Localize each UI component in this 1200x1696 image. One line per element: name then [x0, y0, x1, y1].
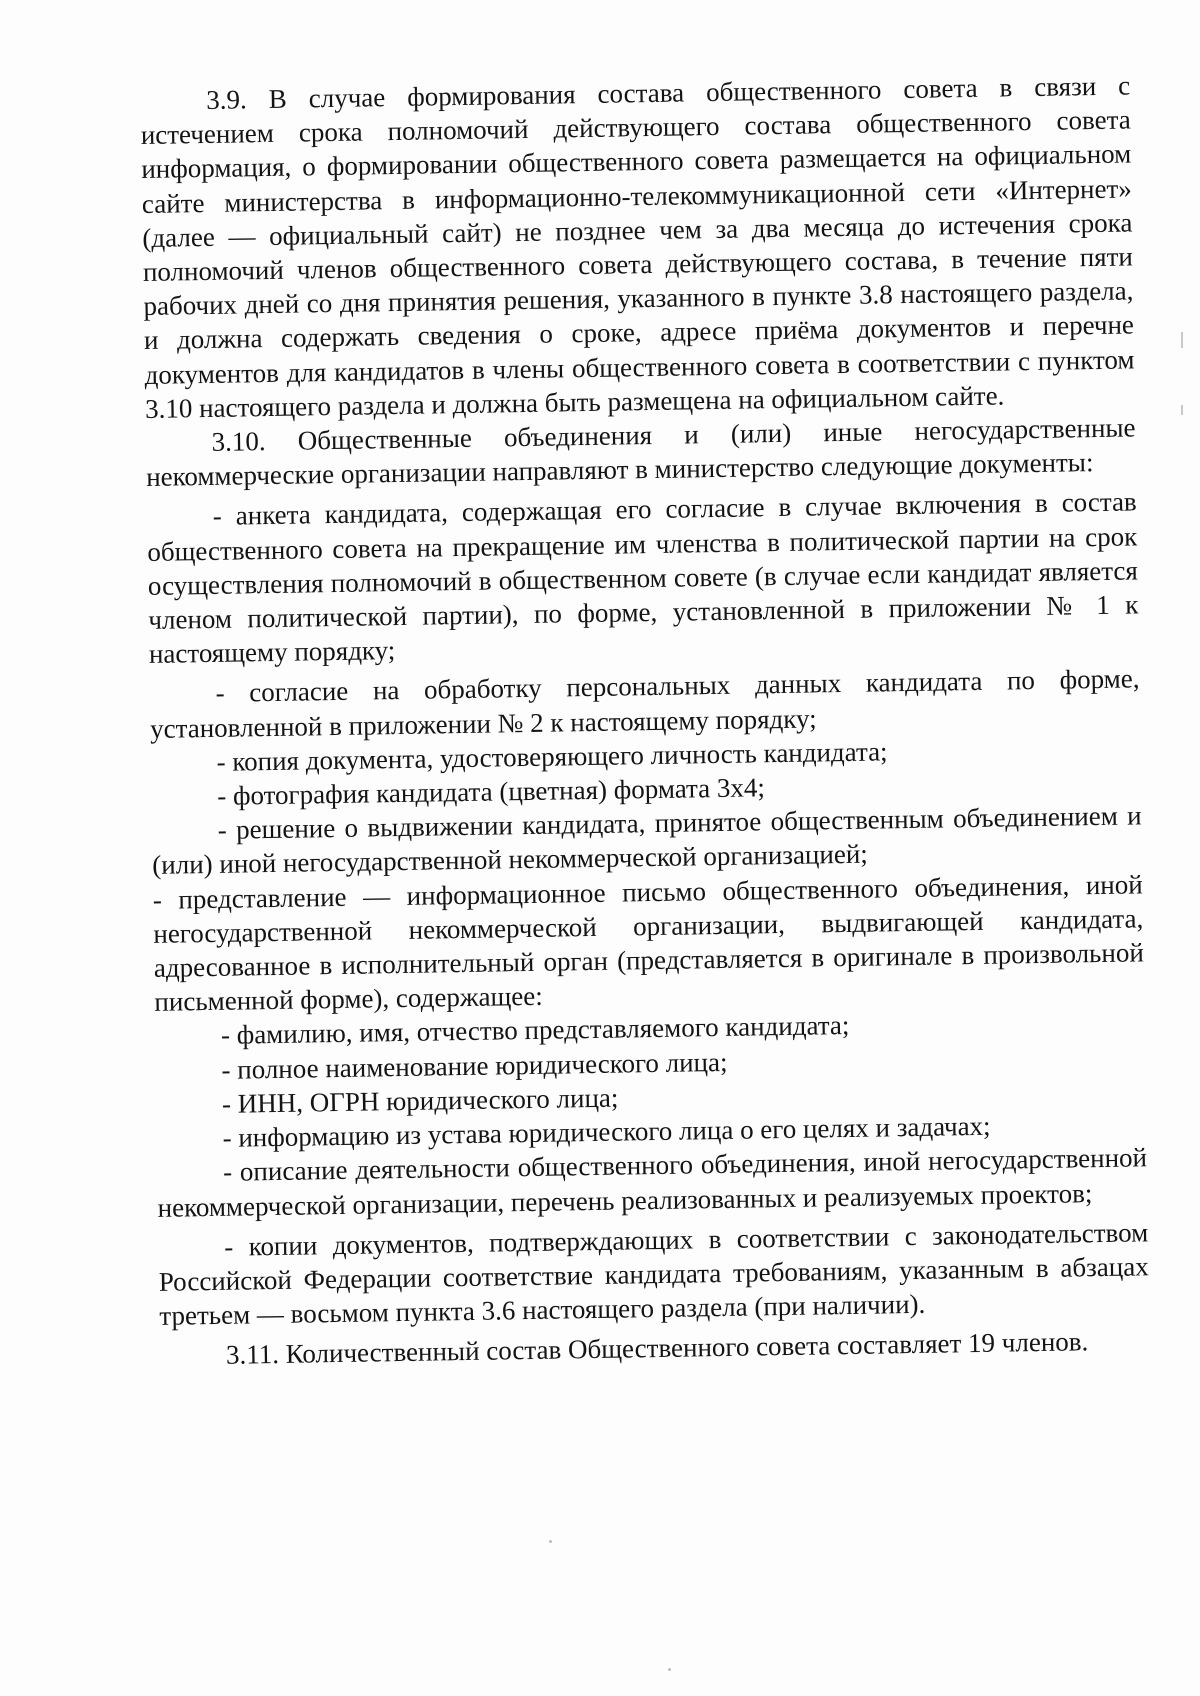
paragraph-3-9: 3.9. В случае формирования состава общественного совета в связи с истечением срока полномочий действующего состава общественного совета информация, о формировании общественного совета размещается на официальном сайте министерства в информационно-телекоммуникационной сети «Интернет» (далее — официальный сайт) не позднее чем за два месяца до истечения срока полномочий членов общественного совета действующего состава, в течение пяти рабочих дней со дня принятия решения, указанного в пункте 3.8 настоящего раздела, и должна содержать сведения о сроке, адресе приёма документов и перечне документов для кандидатов в члены общественного совета в соответствии с пунктом 3.10 настоящего раздела и должна быть размещена на официальном сайте. — [140, 70, 1135, 424]
scan-artifact-mark — [1181, 332, 1183, 348]
list-item-photo: - фотография кандидата (цветная) формата 3х4; — [216, 772, 766, 811]
list-item-nomination-decision: - решение о выдвижении кандидата, принятое общественным объединением и (или) иной негосударственной некоммерческой организацией; — [152, 800, 1142, 881]
list-item-identity-document: - копия документа, удостоверяющего личность кандидата; — [216, 736, 888, 777]
list-item-activity-description: - описание деятельности общественного объединения, иной негосударственной некоммерческой организации, перечень реализованных и реализуемых проектов; — [157, 1142, 1148, 1223]
document-body — [140, 68, 1150, 1373]
list-item-supporting-documents: - копии документов, подтверждающих в соответствии с законодательством Российской Федерации соответствие кандидата требованиям, указанным в абзацах третьем — восьмом пункта 3.6 настоящего раздела (при наличии). — [158, 1217, 1149, 1331]
list-item-full-name: - фамилию, имя, отчество представляемого кандидата; — [220, 1010, 850, 1051]
scan-artifact-dot — [549, 1540, 552, 1543]
scan-artifact-mark — [1181, 405, 1183, 415]
list-item-inn-ogrn: - ИНН, ОГРН юридического лица; — [221, 1082, 619, 1119]
list-item-representation-letter: - представление — информационное письмо общественного объединения, иной негосударственной некоммерческой организации, выдвигающей кандидата, адресованное в исполнительный орган (представляется в оригинале в произвольной письменной форме), содержащее: — [152, 869, 1144, 1018]
list-item-legal-entity-name: - полное наименование юридического лица; — [221, 1046, 728, 1085]
list-item-questionnaire: - анкета кандидата, содержащая его согласие в случае включения в состав общественного совета на прекращение им членства в политической партии на срок осуществления полномочий в общественном совете (в случае если кандидат является членом политической партии), по форме, установленной в приложении № 1 к настоящему порядку; — [147, 486, 1139, 670]
paragraph-3-10: 3.10. Общественные объединения и (или) иные негосударственные некоммерческие организации направляют в министерство следующие документы: — [145, 412, 1136, 493]
list-item-personal-data-consent: - согласие на обработку персональных данных кандидата по форме, установленной в приложении № 2 к настоящему порядку; — [149, 663, 1140, 744]
scan-artifact-dot — [668, 1668, 671, 1671]
paragraph-3-11: 3.11. Количественный состав Общественного совета составляет 19 членов. — [225, 1326, 1089, 1371]
list-item-charter-info: - информацию из устава юридического лица о его целях и задачах; — [222, 1110, 991, 1153]
